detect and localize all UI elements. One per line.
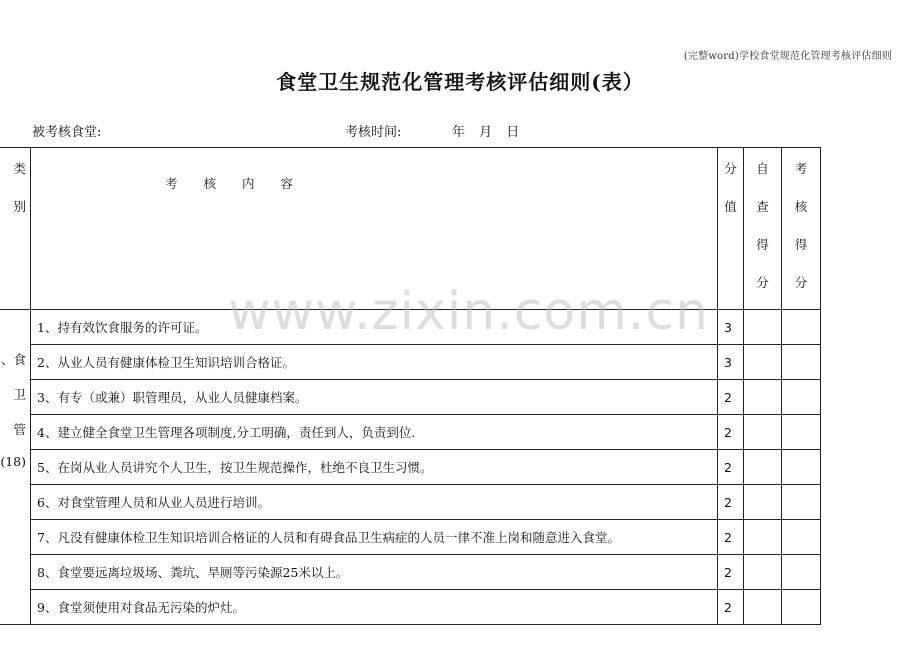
table-row — [0, 450, 821, 485]
header-category-line2: 别 — [13, 199, 26, 214]
table-row — [0, 345, 821, 380]
check-score-cell[interactable] — [782, 415, 821, 450]
watermark: www.zixin.com.cn — [228, 282, 709, 342]
self-score-cell[interactable] — [744, 520, 782, 555]
row-score: 3 — [718, 310, 744, 345]
table-row — [0, 555, 821, 590]
self-score-cell[interactable] — [744, 345, 782, 380]
header-check-line1: 考 — [794, 161, 808, 176]
self-score-cell[interactable] — [744, 380, 782, 415]
row-content: 2、从业人员有健康体检卫生知识培训合格证。 — [31, 345, 718, 380]
row-score: 2 — [718, 380, 744, 415]
category-fragment: 管 — [13, 422, 26, 437]
header-self-line4: 分 — [756, 275, 769, 290]
self-score-cell[interactable] — [744, 310, 782, 345]
row-content: 6、对食堂管理人员和从业人员进行培训。 — [31, 485, 718, 520]
header-score — [718, 148, 744, 310]
check-score-cell[interactable] — [782, 345, 821, 380]
assessment-table — [0, 147, 821, 625]
header-check-score — [782, 148, 821, 310]
row-score: 2 — [718, 555, 744, 590]
header-self-line2: 查 — [756, 199, 769, 214]
category-fragment: 、食 — [0, 352, 26, 367]
header-self-line3: 得 — [756, 237, 769, 252]
date-placeholder: 年 月 日 — [452, 125, 520, 140]
self-score-cell[interactable] — [744, 450, 782, 485]
self-score-cell[interactable] — [744, 555, 782, 590]
category-cell — [0, 310, 31, 625]
check-score-cell[interactable] — [782, 590, 821, 625]
row-score: 2 — [718, 520, 744, 555]
row-score: 2 — [718, 485, 744, 520]
row-content: 9、食堂须使用对食品无污染的炉灶。 — [31, 590, 718, 625]
header-check-line4: 分 — [794, 275, 808, 290]
header-self-score — [744, 148, 782, 310]
self-score-cell[interactable] — [744, 590, 782, 625]
check-score-cell[interactable] — [782, 555, 821, 590]
row-score: 2 — [718, 590, 744, 625]
check-score-cell[interactable] — [782, 450, 821, 485]
header-self-line1: 自 — [756, 161, 769, 176]
table-row — [0, 380, 821, 415]
table-row — [0, 590, 821, 625]
row-score: 2 — [718, 450, 744, 485]
check-score-cell[interactable] — [782, 485, 821, 520]
header-category-line1: 类 — [13, 161, 26, 176]
canteen-label: 被考核食堂: — [32, 125, 102, 140]
check-score-cell[interactable] — [782, 520, 821, 555]
header-category — [0, 148, 31, 310]
row-content: 1、持有效饮食服务的许可证。 — [31, 310, 718, 345]
self-score-cell[interactable] — [744, 415, 782, 450]
category-fragment: (18) — [0, 454, 26, 469]
category-fragment: 卫 — [13, 387, 26, 402]
header-check-line2: 核 — [794, 199, 808, 214]
header-check-line3: 得 — [794, 237, 808, 252]
row-score: 3 — [718, 345, 744, 380]
self-score-cell[interactable] — [744, 485, 782, 520]
header-score-line1: 分 — [724, 161, 737, 176]
table-row — [0, 485, 821, 520]
table-row — [0, 520, 821, 555]
table-header-row — [0, 148, 821, 310]
row-content: 7、凡没有健康体检卫生知识培训合格证的人员和有碍食品卫生病症的人员一律不准上岗和随意进入食堂。 — [31, 520, 718, 555]
row-content: 4、建立健全食堂卫生管理各项制度,分工明确，责任到人，负责到位. — [31, 415, 718, 450]
table-row — [0, 415, 821, 450]
header-note: (完整word)学校食堂规范化管理考核评估细则 — [683, 51, 892, 62]
header-score-line2: 值 — [724, 199, 737, 214]
check-score-cell[interactable] — [782, 380, 821, 415]
row-content: 5、在岗从业人员讲究个人卫生，按卫生规范操作，杜绝不良卫生习惯。 — [31, 450, 718, 485]
row-score: 2 — [718, 415, 744, 450]
check-score-cell[interactable] — [782, 310, 821, 345]
time-label: 考核时间: — [345, 125, 402, 140]
table-row — [0, 310, 821, 345]
row-content: 3、有专（或兼）职管理员，从业人员健康档案。 — [31, 380, 718, 415]
header-content: 考 核 内 容 — [31, 148, 718, 310]
row-content: 8、食堂要远离垃圾场、粪坑、旱厕等污染源25米以上。 — [31, 555, 718, 590]
page-title: 食堂卫生规范化管理考核评估细则(表） — [276, 70, 644, 94]
